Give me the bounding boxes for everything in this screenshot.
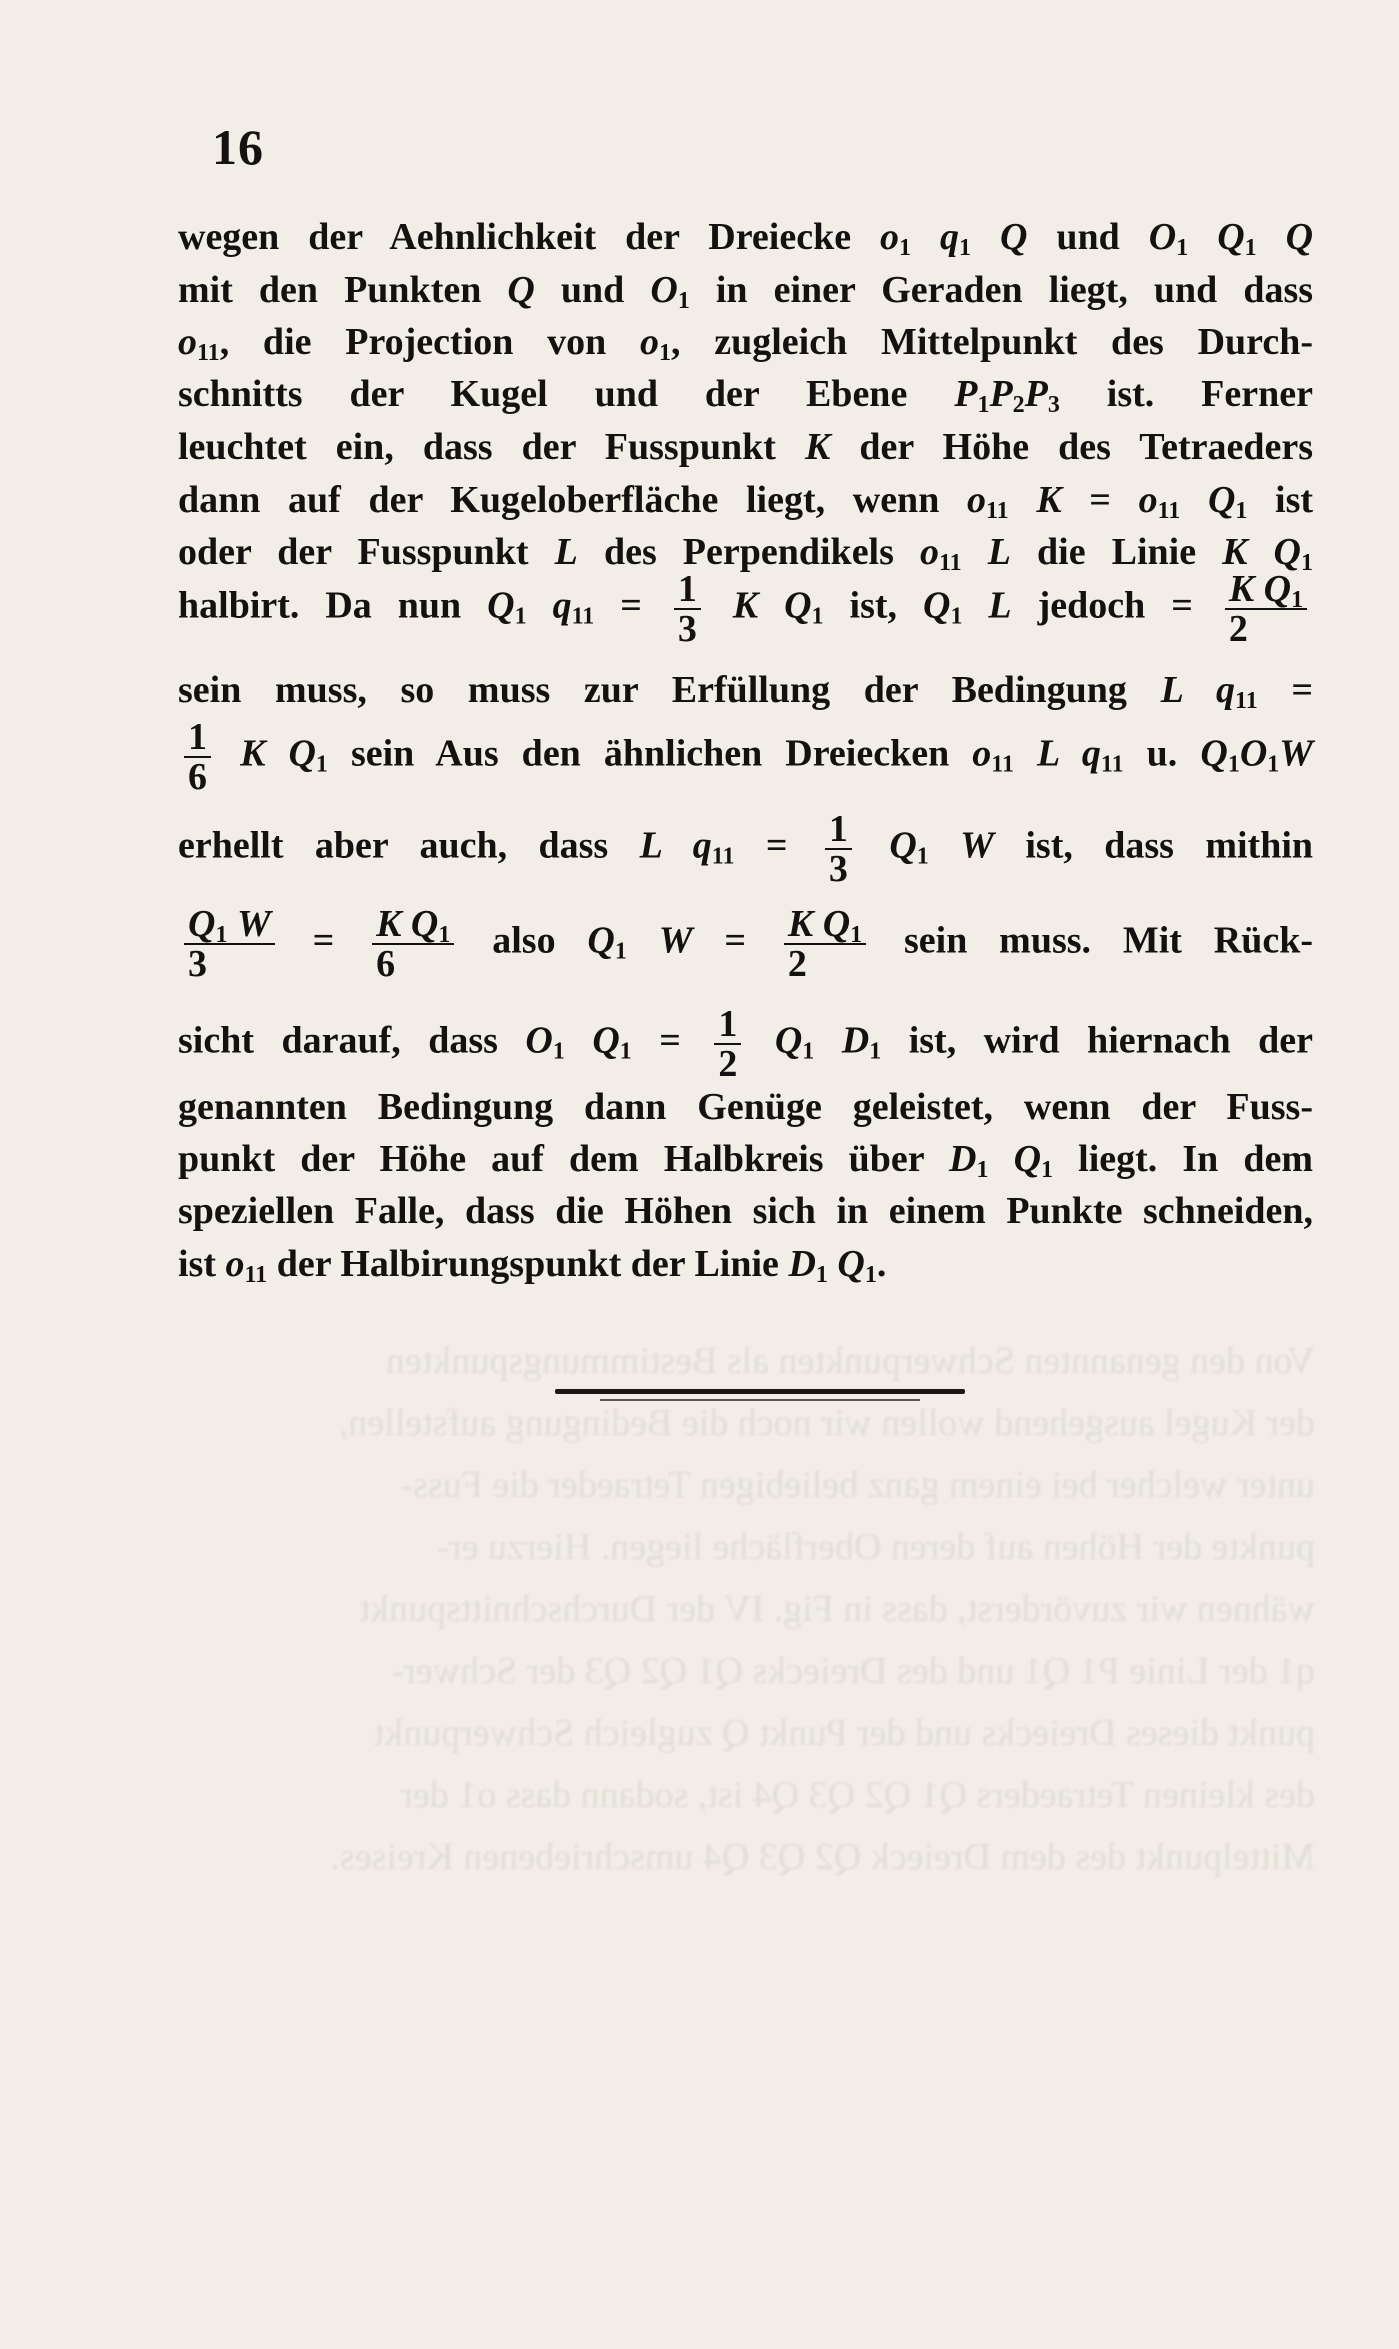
text-line: erhellt aber auch, dass L $q_{11}$ = $\frac{1}{3}$ $Q_1$ W ist, dass mithin	[178, 808, 1314, 890]
show-through-line: des kleinen Tetraeders Q1 Q2 Q3 Q4 ist, sodann dass o1 der	[400, 1774, 1315, 1816]
text-line: leuchtet ein, dass der Fusspunkt K der Höhe des Tetraeders	[178, 426, 1314, 468]
text-line: wegen der Aehnlichkeit der Dreiecke $o_1$ $q_1$ Q und $O_1$ $Q_1$ Q	[178, 216, 1314, 261]
show-through-line: wähnen wir zuvörderst, dass in Fig. IV der Durchschnittspunkt	[359, 1588, 1315, 1630]
show-through-line: punkt dieses Dreiecks und der Punkt Q zugleich Schwerpunkt	[373, 1712, 1315, 1754]
fraction: $\frac{1}{3}$	[825, 810, 852, 888]
text-line: sein muss, so muss zur Erfüllung der Bedingung L $q_{11}$ =	[178, 669, 1313, 714]
fraction: $\frac{1}{2}$	[714, 1005, 741, 1083]
text-line: speziellen Falle, dass die Höhen sich in einem Punkte schneiden,	[178, 1190, 1313, 1232]
page-number: 16	[212, 119, 264, 175]
text-line: ist $o_{11}$ der Halbirungspunkt der Linie $D_1$ $Q_1$.	[178, 1243, 887, 1288]
fraction: $\frac{1}{6}$	[184, 718, 211, 796]
text-line: $o_{11}$, die Projection von $o_1$, zugleich Mittelpunkt des Durch-	[178, 321, 1314, 366]
show-through-line: der Kugel ausgehend wollen wir noch die Bedingung aufstellen,	[338, 1402, 1315, 1444]
text-line: mit den Punkten Q und $O_1$ in einer Geraden liegt, und dass	[178, 269, 1314, 314]
section-rule	[555, 1389, 965, 1394]
show-through-text	[175, 1330, 1315, 1888]
text-line: halbirt. Da nun $Q_1$ $q_{11}$ = $\frac{1}{3}$ K $Q_1$ ist, $Q_1$ L jedoch = $\frac{K Q_1}{2}$	[178, 570, 1313, 648]
text-line: dann auf der Kugeloberfläche liegt, wenn $o_{11}$ $K = o_{11}$ $Q_1$ ist	[178, 479, 1314, 524]
fraction: $\frac{Q_1 W}{3}$	[184, 905, 275, 983]
text-line: punkt der Höhe auf dem Halbkreis über $D_1$ $Q_1$ liegt. In dem	[178, 1138, 1314, 1183]
fraction: $\frac{1}{3}$	[674, 570, 701, 648]
section-rule-underline	[600, 1399, 920, 1401]
fraction: $\frac{K Q_1}{6}$	[372, 905, 454, 983]
text-line: schnitts der Kugel und der Ebene $P_1P_2P_3$ ist. Ferner	[178, 373, 1313, 418]
text-line: oder der Fusspunkt L des Perpendikels $o_{11}$ L die Linie K $Q_1$	[178, 531, 1314, 576]
show-through-line: q1 der Linie P1 Q1 und des Dreiecks Q1 Q2 Q3 der Schwer-	[391, 1650, 1315, 1692]
text-line: $\frac{Q_1 W}{3}$ = $\frac{K Q_1}{6}$ also $Q_1$ W = $\frac{K Q_1}{2}$ sein muss. Mit Rück-	[178, 905, 1313, 983]
fraction: $\frac{K Q_1}{2}$	[1225, 570, 1307, 648]
show-through-line: unter welcher bei einem ganz beliebigen Tetraeder die Fuss-	[400, 1464, 1315, 1506]
text-line: $\frac{1}{6}$ K $Q_1$ sein Aus den ähnlichen Dreiecken $o_{11}$ L $q_{11}$ u. $Q_1O_1W$	[178, 718, 1313, 796]
show-through-line: Mittelpunkt des dem Dreieck Q2 Q3 Q4 umschriebenen Kreises.	[330, 1836, 1315, 1878]
fraction: $\frac{K Q_1}{2}$	[784, 905, 866, 983]
text-line: sicht darauf, dass $O_1$ $Q_1$ = $\frac{1}{2}$ $Q_1$ $D_1$ ist, wird hiernach der	[178, 1003, 1314, 1085]
text-line: genannten Bedingung dann Genüge geleistet, wenn der Fuss-	[178, 1086, 1313, 1128]
show-through-line: punkte der Höhen auf deren Oberfläche liegen. Hierzu er-	[436, 1526, 1315, 1568]
show-through-line: Von den genannten Schwerpunkten als Bestimmungspunkten	[385, 1340, 1315, 1382]
